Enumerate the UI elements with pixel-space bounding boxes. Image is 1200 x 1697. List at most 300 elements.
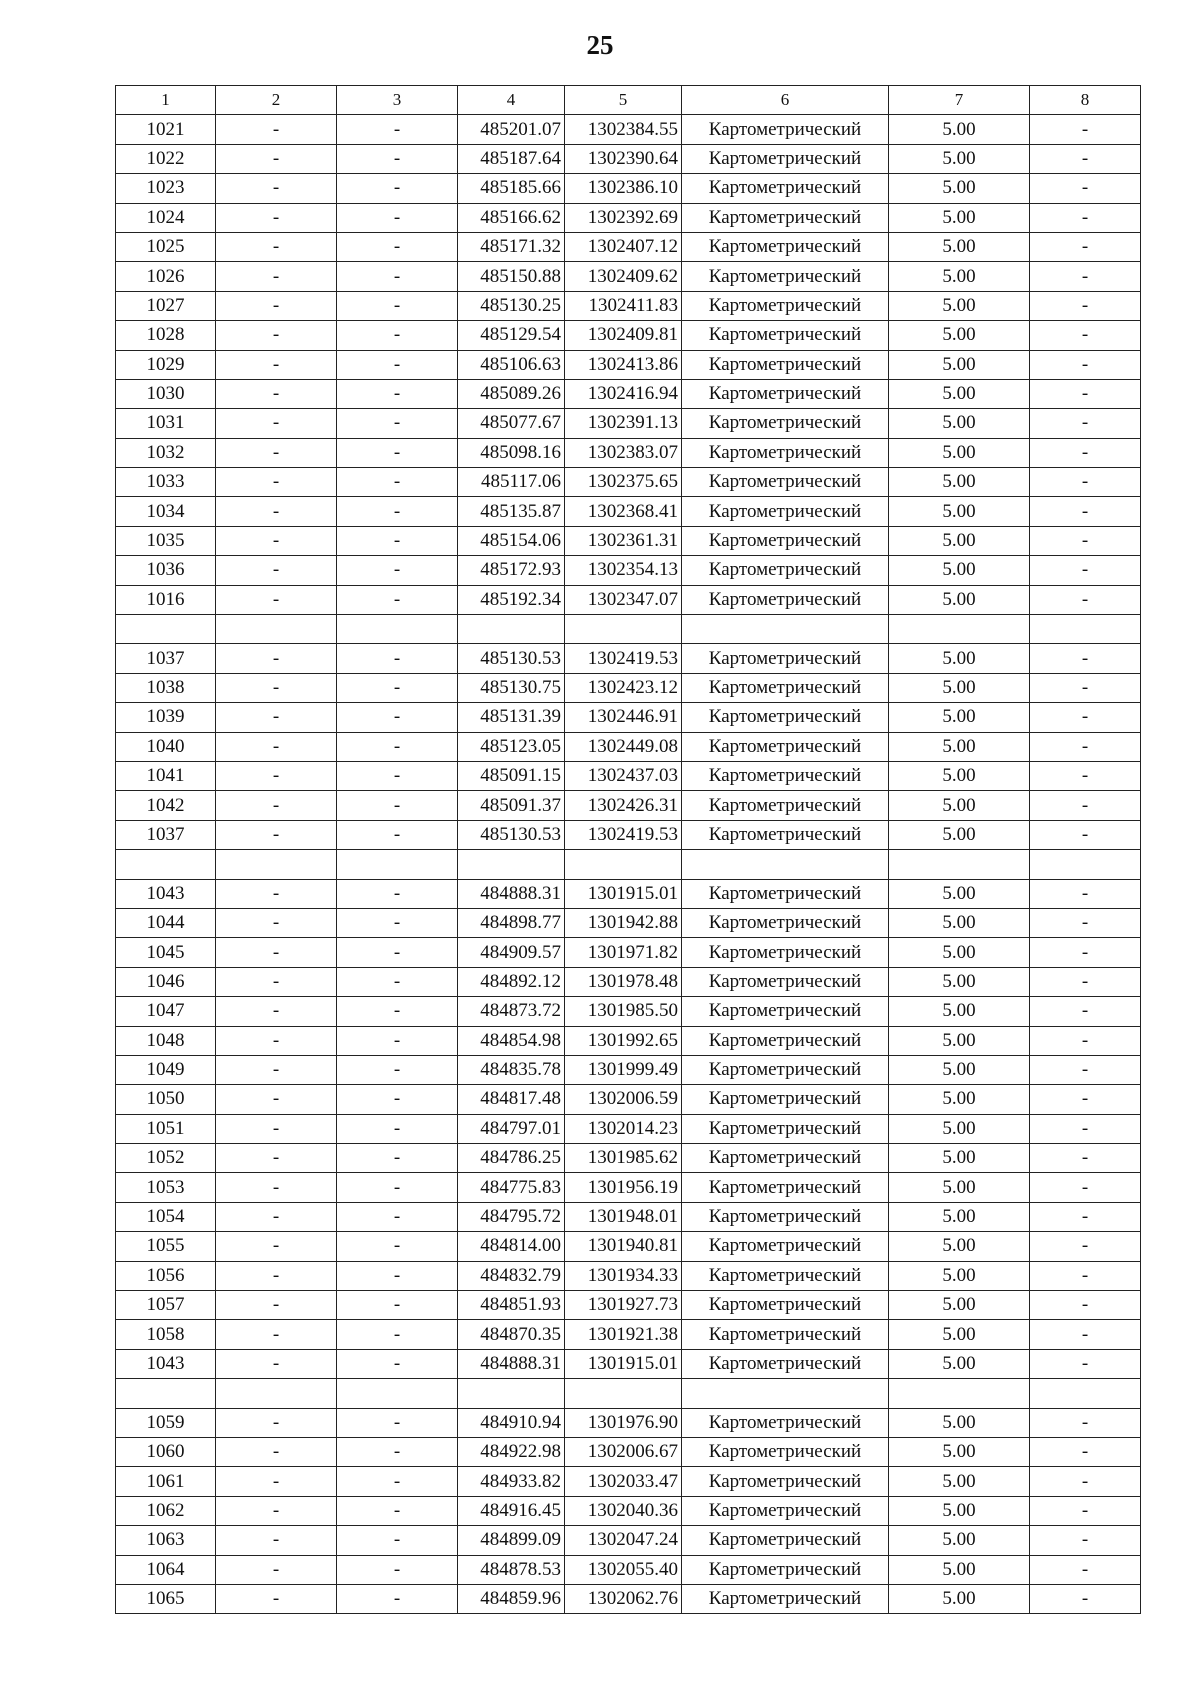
- method-cell: Картометрический: [682, 379, 889, 408]
- col2-cell: -: [216, 1320, 337, 1349]
- col3-cell: -: [337, 1055, 458, 1084]
- col2-cell: -: [216, 997, 337, 1026]
- col8-cell: -: [1030, 967, 1141, 996]
- table-row: [116, 1437, 1141, 1466]
- empty-cell: [889, 615, 1030, 644]
- col8-cell: -: [1030, 1349, 1141, 1378]
- col2-cell: -: [216, 879, 337, 908]
- table-row: [116, 1026, 1141, 1055]
- method-cell: Картометрический: [682, 1144, 889, 1173]
- col8-cell: -: [1030, 732, 1141, 761]
- y-coordinate-cell: 1301948.01: [565, 1202, 682, 1231]
- table-row: [116, 556, 1141, 585]
- method-cell: Картометрический: [682, 115, 889, 144]
- y-coordinate-cell: 1302449.08: [565, 732, 682, 761]
- col8-cell: -: [1030, 1173, 1141, 1202]
- x-coordinate-cell: 485172.93: [458, 556, 565, 585]
- table-row: [116, 1555, 1141, 1584]
- table-row: [116, 938, 1141, 967]
- y-coordinate-cell: 1301942.88: [565, 908, 682, 937]
- point-number-cell: 1047: [116, 997, 216, 1026]
- error-cell: 5.00: [889, 585, 1030, 614]
- empty-cell: [337, 850, 458, 879]
- empty-cell: [337, 615, 458, 644]
- col3-cell: -: [337, 468, 458, 497]
- point-number-cell: 1024: [116, 203, 216, 232]
- y-coordinate-cell: 1302409.62: [565, 262, 682, 291]
- col3-cell: -: [337, 820, 458, 849]
- point-number-cell: 1054: [116, 1202, 216, 1231]
- table-row: [116, 791, 1141, 820]
- col3-cell: -: [337, 644, 458, 673]
- table-row: [116, 1584, 1141, 1613]
- method-cell: Картометрический: [682, 820, 889, 849]
- col8-cell: -: [1030, 761, 1141, 790]
- col8-cell: -: [1030, 1467, 1141, 1496]
- error-cell: 5.00: [889, 673, 1030, 702]
- col3-cell: -: [337, 1437, 458, 1466]
- y-coordinate-cell: 1301999.49: [565, 1055, 682, 1084]
- error-cell: 5.00: [889, 379, 1030, 408]
- error-cell: 5.00: [889, 1144, 1030, 1173]
- error-cell: 5.00: [889, 761, 1030, 790]
- x-coordinate-cell: 484909.57: [458, 938, 565, 967]
- y-coordinate-cell: 1301915.01: [565, 879, 682, 908]
- col3-cell: -: [337, 1526, 458, 1555]
- col8-cell: -: [1030, 1408, 1141, 1437]
- col2-cell: -: [216, 115, 337, 144]
- point-number-cell: 1029: [116, 350, 216, 379]
- column-header: 7: [889, 86, 1030, 115]
- table-row: [116, 761, 1141, 790]
- separator-row: [116, 615, 1141, 644]
- x-coordinate-cell: 484910.94: [458, 1408, 565, 1437]
- x-coordinate-cell: 485201.07: [458, 115, 565, 144]
- table-row: [116, 1202, 1141, 1231]
- point-number-cell: 1046: [116, 967, 216, 996]
- col3-cell: -: [337, 1144, 458, 1173]
- point-number-cell: 1044: [116, 908, 216, 937]
- col2-cell: -: [216, 350, 337, 379]
- col2-cell: -: [216, 556, 337, 585]
- error-cell: 5.00: [889, 115, 1030, 144]
- x-coordinate-cell: 484898.77: [458, 908, 565, 937]
- y-coordinate-cell: 1302386.10: [565, 174, 682, 203]
- point-number-cell: 1042: [116, 791, 216, 820]
- col8-cell: -: [1030, 232, 1141, 261]
- method-cell: Картометрический: [682, 438, 889, 467]
- error-cell: 5.00: [889, 703, 1030, 732]
- col3-cell: -: [337, 438, 458, 467]
- x-coordinate-cell: 484835.78: [458, 1055, 565, 1084]
- point-number-cell: 1033: [116, 468, 216, 497]
- point-number-cell: 1016: [116, 585, 216, 614]
- method-cell: Картометрический: [682, 1584, 889, 1613]
- col8-cell: -: [1030, 1144, 1141, 1173]
- col8-cell: -: [1030, 791, 1141, 820]
- table-row: [116, 820, 1141, 849]
- method-cell: Картометрический: [682, 1320, 889, 1349]
- empty-cell: [337, 1379, 458, 1408]
- column-header: 2: [216, 86, 337, 115]
- error-cell: 5.00: [889, 1173, 1030, 1202]
- method-cell: Картометрический: [682, 585, 889, 614]
- empty-cell: [116, 850, 216, 879]
- y-coordinate-cell: 1302354.13: [565, 556, 682, 585]
- col2-cell: -: [216, 1555, 337, 1584]
- table-row: [116, 732, 1141, 761]
- x-coordinate-cell: 485089.26: [458, 379, 565, 408]
- col3-cell: -: [337, 291, 458, 320]
- method-cell: Картометрический: [682, 1408, 889, 1437]
- x-coordinate-cell: 485117.06: [458, 468, 565, 497]
- y-coordinate-cell: 1301915.01: [565, 1349, 682, 1378]
- table-row: [116, 1173, 1141, 1202]
- col2-cell: -: [216, 1261, 337, 1290]
- col8-cell: -: [1030, 438, 1141, 467]
- col2-cell: -: [216, 1291, 337, 1320]
- x-coordinate-cell: 484922.98: [458, 1437, 565, 1466]
- separator-row: [116, 850, 1141, 879]
- col8-cell: -: [1030, 908, 1141, 937]
- point-number-cell: 1025: [116, 232, 216, 261]
- col8-cell: -: [1030, 1026, 1141, 1055]
- point-number-cell: 1040: [116, 732, 216, 761]
- method-cell: Картометрический: [682, 791, 889, 820]
- point-number-cell: 1058: [116, 1320, 216, 1349]
- col3-cell: -: [337, 1202, 458, 1231]
- column-header: 8: [1030, 86, 1141, 115]
- point-number-cell: 1023: [116, 174, 216, 203]
- y-coordinate-cell: 1301976.90: [565, 1408, 682, 1437]
- error-cell: 5.00: [889, 791, 1030, 820]
- error-cell: 5.00: [889, 350, 1030, 379]
- table-row: [116, 115, 1141, 144]
- col2-cell: -: [216, 262, 337, 291]
- method-cell: Картометрический: [682, 908, 889, 937]
- point-number-cell: 1030: [116, 379, 216, 408]
- col3-cell: -: [337, 997, 458, 1026]
- y-coordinate-cell: 1302392.69: [565, 203, 682, 232]
- error-cell: 5.00: [889, 1584, 1030, 1613]
- empty-cell: [682, 615, 889, 644]
- col3-cell: -: [337, 732, 458, 761]
- x-coordinate-cell: 485187.64: [458, 144, 565, 173]
- y-coordinate-cell: 1301927.73: [565, 1291, 682, 1320]
- point-number-cell: 1037: [116, 644, 216, 673]
- col2-cell: -: [216, 938, 337, 967]
- col8-cell: -: [1030, 526, 1141, 555]
- method-cell: Картометрический: [682, 1349, 889, 1378]
- x-coordinate-cell: 484795.72: [458, 1202, 565, 1231]
- x-coordinate-cell: 484814.00: [458, 1232, 565, 1261]
- col2-cell: -: [216, 1114, 337, 1143]
- error-cell: 5.00: [889, 1055, 1030, 1084]
- empty-cell: [565, 850, 682, 879]
- table-row: [116, 908, 1141, 937]
- empty-cell: [116, 1379, 216, 1408]
- method-cell: Картометрический: [682, 732, 889, 761]
- point-number-cell: 1063: [116, 1526, 216, 1555]
- point-number-cell: 1035: [116, 526, 216, 555]
- separator-row: [116, 1379, 1141, 1408]
- col3-cell: -: [337, 262, 458, 291]
- col3-cell: -: [337, 879, 458, 908]
- table-row: [116, 497, 1141, 526]
- method-cell: Картометрический: [682, 232, 889, 261]
- col8-cell: -: [1030, 174, 1141, 203]
- col2-cell: -: [216, 1085, 337, 1114]
- error-cell: 5.00: [889, 409, 1030, 438]
- empty-cell: [216, 1379, 337, 1408]
- col2-cell: -: [216, 1584, 337, 1613]
- empty-cell: [1030, 1379, 1141, 1408]
- point-number-cell: 1045: [116, 938, 216, 967]
- point-number-cell: 1065: [116, 1584, 216, 1613]
- table-row: [116, 1467, 1141, 1496]
- y-coordinate-cell: 1302419.53: [565, 644, 682, 673]
- col2-cell: -: [216, 791, 337, 820]
- error-cell: 5.00: [889, 997, 1030, 1026]
- col2-cell: -: [216, 703, 337, 732]
- table-row: [116, 409, 1141, 438]
- empty-cell: [889, 1379, 1030, 1408]
- x-coordinate-cell: 484933.82: [458, 1467, 565, 1496]
- table-row: [116, 321, 1141, 350]
- col8-cell: -: [1030, 997, 1141, 1026]
- col8-cell: -: [1030, 409, 1141, 438]
- method-cell: Картометрический: [682, 673, 889, 702]
- col2-cell: -: [216, 203, 337, 232]
- method-cell: Картометрический: [682, 1467, 889, 1496]
- y-coordinate-cell: 1302055.40: [565, 1555, 682, 1584]
- error-cell: 5.00: [889, 1291, 1030, 1320]
- table-row: [116, 1232, 1141, 1261]
- method-cell: Картометрический: [682, 556, 889, 585]
- x-coordinate-cell: 485091.15: [458, 761, 565, 790]
- col8-cell: -: [1030, 1437, 1141, 1466]
- x-coordinate-cell: 485106.63: [458, 350, 565, 379]
- error-cell: 5.00: [889, 232, 1030, 261]
- y-coordinate-cell: 1302413.86: [565, 350, 682, 379]
- point-number-cell: 1027: [116, 291, 216, 320]
- y-coordinate-cell: 1302416.94: [565, 379, 682, 408]
- col3-cell: -: [337, 144, 458, 173]
- method-cell: Картометрический: [682, 1202, 889, 1231]
- y-coordinate-cell: 1302383.07: [565, 438, 682, 467]
- table-row: [116, 1144, 1141, 1173]
- x-coordinate-cell: 485123.05: [458, 732, 565, 761]
- error-cell: 5.00: [889, 732, 1030, 761]
- x-coordinate-cell: 485131.39: [458, 703, 565, 732]
- x-coordinate-cell: 484870.35: [458, 1320, 565, 1349]
- empty-cell: [565, 1379, 682, 1408]
- x-coordinate-cell: 484873.72: [458, 997, 565, 1026]
- error-cell: 5.00: [889, 1437, 1030, 1466]
- y-coordinate-cell: 1302446.91: [565, 703, 682, 732]
- error-cell: 5.00: [889, 321, 1030, 350]
- col2-cell: -: [216, 1232, 337, 1261]
- x-coordinate-cell: 485130.53: [458, 644, 565, 673]
- y-coordinate-cell: 1302006.67: [565, 1437, 682, 1466]
- col8-cell: -: [1030, 379, 1141, 408]
- col8-cell: -: [1030, 144, 1141, 173]
- col2-cell: -: [216, 732, 337, 761]
- empty-cell: [889, 850, 1030, 879]
- error-cell: 5.00: [889, 1202, 1030, 1231]
- col2-cell: -: [216, 438, 337, 467]
- x-coordinate-cell: 484888.31: [458, 879, 565, 908]
- y-coordinate-cell: 1301956.19: [565, 1173, 682, 1202]
- empty-cell: [216, 615, 337, 644]
- method-cell: Картометрический: [682, 203, 889, 232]
- col8-cell: -: [1030, 1202, 1141, 1231]
- col2-cell: -: [216, 468, 337, 497]
- column-header: 1: [116, 86, 216, 115]
- column-header: 3: [337, 86, 458, 115]
- method-cell: Картометрический: [682, 1026, 889, 1055]
- error-cell: 5.00: [889, 1408, 1030, 1437]
- empty-cell: [458, 850, 565, 879]
- point-number-cell: 1032: [116, 438, 216, 467]
- error-cell: 5.00: [889, 497, 1030, 526]
- col3-cell: -: [337, 673, 458, 702]
- col3-cell: -: [337, 1085, 458, 1114]
- error-cell: 5.00: [889, 262, 1030, 291]
- col3-cell: -: [337, 350, 458, 379]
- error-cell: 5.00: [889, 526, 1030, 555]
- method-cell: Картометрический: [682, 144, 889, 173]
- col3-cell: -: [337, 761, 458, 790]
- col8-cell: -: [1030, 820, 1141, 849]
- y-coordinate-cell: 1302368.41: [565, 497, 682, 526]
- y-coordinate-cell: 1302006.59: [565, 1085, 682, 1114]
- x-coordinate-cell: 485098.16: [458, 438, 565, 467]
- table-row: [116, 673, 1141, 702]
- table-row: [116, 262, 1141, 291]
- col8-cell: -: [1030, 350, 1141, 379]
- col8-cell: -: [1030, 468, 1141, 497]
- col8-cell: -: [1030, 879, 1141, 908]
- method-cell: Картометрический: [682, 1437, 889, 1466]
- method-cell: Картометрический: [682, 1555, 889, 1584]
- x-coordinate-cell: 485150.88: [458, 262, 565, 291]
- col8-cell: -: [1030, 1261, 1141, 1290]
- point-number-cell: 1062: [116, 1496, 216, 1525]
- point-number-cell: 1055: [116, 1232, 216, 1261]
- x-coordinate-cell: 485130.75: [458, 673, 565, 702]
- col8-cell: -: [1030, 556, 1141, 585]
- col3-cell: -: [337, 908, 458, 937]
- method-cell: Картометрический: [682, 1114, 889, 1143]
- col8-cell: -: [1030, 291, 1141, 320]
- col2-cell: -: [216, 1408, 337, 1437]
- point-number-cell: 1053: [116, 1173, 216, 1202]
- error-cell: 5.00: [889, 1496, 1030, 1525]
- col3-cell: -: [337, 232, 458, 261]
- x-coordinate-cell: 484859.96: [458, 1584, 565, 1613]
- col8-cell: -: [1030, 1584, 1141, 1613]
- y-coordinate-cell: 1301934.33: [565, 1261, 682, 1290]
- col2-cell: -: [216, 232, 337, 261]
- col8-cell: -: [1030, 1232, 1141, 1261]
- x-coordinate-cell: 484899.09: [458, 1526, 565, 1555]
- point-number-cell: 1043: [116, 879, 216, 908]
- x-coordinate-cell: 484916.45: [458, 1496, 565, 1525]
- y-coordinate-cell: 1302040.36: [565, 1496, 682, 1525]
- table-header-row: [116, 86, 1141, 115]
- method-cell: Картометрический: [682, 262, 889, 291]
- col2-cell: -: [216, 1349, 337, 1378]
- error-cell: 5.00: [889, 1232, 1030, 1261]
- y-coordinate-cell: 1302437.03: [565, 761, 682, 790]
- y-coordinate-cell: 1301985.50: [565, 997, 682, 1026]
- method-cell: Картометрический: [682, 409, 889, 438]
- x-coordinate-cell: 485091.37: [458, 791, 565, 820]
- col3-cell: -: [337, 526, 458, 555]
- method-cell: Картометрический: [682, 1055, 889, 1084]
- error-cell: 5.00: [889, 1555, 1030, 1584]
- y-coordinate-cell: 1302384.55: [565, 115, 682, 144]
- error-cell: 5.00: [889, 1114, 1030, 1143]
- point-number-cell: 1039: [116, 703, 216, 732]
- point-number-cell: 1036: [116, 556, 216, 585]
- col2-cell: -: [216, 644, 337, 673]
- col2-cell: -: [216, 761, 337, 790]
- empty-cell: [682, 1379, 889, 1408]
- x-coordinate-cell: 485130.25: [458, 291, 565, 320]
- method-cell: Картометрический: [682, 1291, 889, 1320]
- col8-cell: -: [1030, 644, 1141, 673]
- method-cell: Картометрический: [682, 879, 889, 908]
- table-row: [116, 1055, 1141, 1084]
- method-cell: Картометрический: [682, 1526, 889, 1555]
- method-cell: Картометрический: [682, 350, 889, 379]
- method-cell: Картометрический: [682, 321, 889, 350]
- method-cell: Картометрический: [682, 526, 889, 555]
- point-number-cell: 1061: [116, 1467, 216, 1496]
- point-number-cell: 1031: [116, 409, 216, 438]
- method-cell: Картометрический: [682, 967, 889, 996]
- table-row: [116, 967, 1141, 996]
- point-number-cell: 1050: [116, 1085, 216, 1114]
- y-coordinate-cell: 1302361.31: [565, 526, 682, 555]
- table-row: [116, 1320, 1141, 1349]
- col3-cell: -: [337, 938, 458, 967]
- error-cell: 5.00: [889, 820, 1030, 849]
- empty-cell: [682, 850, 889, 879]
- col3-cell: -: [337, 409, 458, 438]
- table-row: [116, 468, 1141, 497]
- method-cell: Картометрический: [682, 1085, 889, 1114]
- error-cell: 5.00: [889, 1526, 1030, 1555]
- x-coordinate-cell: 484832.79: [458, 1261, 565, 1290]
- table-row: [116, 1408, 1141, 1437]
- point-number-cell: 1038: [116, 673, 216, 702]
- empty-cell: [565, 615, 682, 644]
- col3-cell: -: [337, 1261, 458, 1290]
- x-coordinate-cell: 484878.53: [458, 1555, 565, 1584]
- col8-cell: -: [1030, 938, 1141, 967]
- table-row: [116, 1526, 1141, 1555]
- method-cell: Картометрический: [682, 1232, 889, 1261]
- method-cell: Картометрический: [682, 703, 889, 732]
- x-coordinate-cell: 485171.32: [458, 232, 565, 261]
- point-number-cell: 1064: [116, 1555, 216, 1584]
- error-cell: 5.00: [889, 1085, 1030, 1114]
- point-number-cell: 1059: [116, 1408, 216, 1437]
- col2-cell: -: [216, 1173, 337, 1202]
